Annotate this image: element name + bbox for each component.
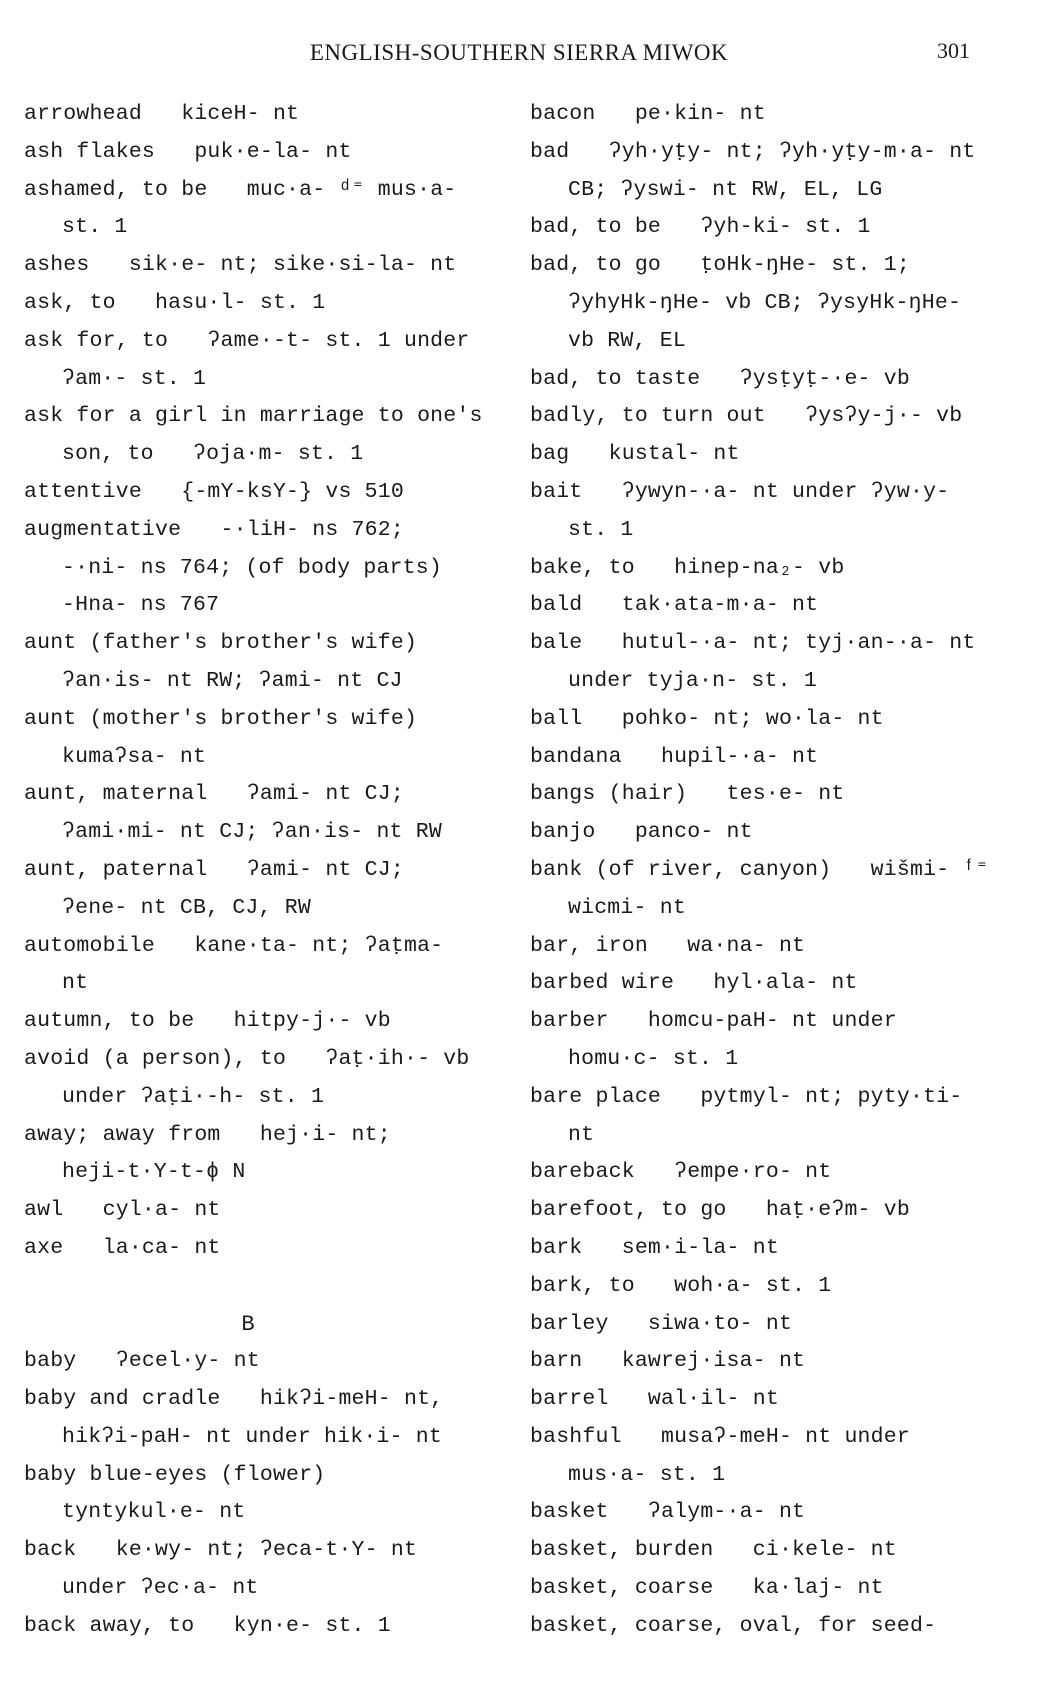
dictionary-entry (530, 1608, 1020, 1646)
dictionary-entry (530, 1570, 1020, 1608)
entry-continuation-line: CB; ʔyswi- nt RW, EL, LG (568, 177, 883, 202)
entry-continuation-line: under tyja·n- st. 1 (568, 668, 817, 693)
dictionary-entry (530, 701, 1020, 739)
entry-line: barrel wal·il- nt (530, 1387, 779, 1412)
page-header (0, 36, 1038, 76)
entry-continuation-line: st. 1 (568, 517, 634, 542)
entry-line: ask for a girl in marriage to one's (24, 404, 483, 429)
entry-line: banjo panco- nt (530, 820, 753, 845)
dictionary-entry (530, 1079, 1020, 1155)
entry-continuation-line: st. 1 (62, 215, 128, 240)
entry-continuation-line: ʔam·- st. 1 (62, 366, 207, 391)
dictionary-entry (24, 1381, 502, 1457)
dictionary-entry (530, 1192, 1020, 1230)
dictionary-entry (24, 625, 502, 701)
entry-line: barley siwa·to- nt (530, 1311, 793, 1336)
entry-continuation-line: ʔan·is- nt RW; ʔami- nt CJ (62, 668, 403, 693)
dictionary-entry (24, 1192, 502, 1230)
entry-line: bandana hupil-·a- nt (530, 744, 819, 769)
dictionary-entry (24, 852, 502, 928)
entry-continuation-line: wicmi- nt (568, 895, 686, 920)
dictionary-entry (530, 1230, 1020, 1268)
dictionary-entry (530, 1306, 1020, 1344)
dictionary-entry (530, 776, 1020, 814)
dictionary-entry (530, 587, 1020, 625)
dictionary-entry (530, 436, 1020, 474)
running-title: ENGLISH-SOUTHERN SIERRA MIWOK (309, 40, 729, 65)
entry-line: bark, to woh·a- st. 1 (530, 1273, 832, 1298)
entry-line: barbed wire hyl·ala- nt (530, 971, 858, 996)
entry-line: bad ʔyh·yṭy- nt; ʔyh·yṭy-m·a- nt (530, 139, 976, 164)
entry-line: bad, to be ʔyh-ki- st. 1 (530, 215, 871, 240)
dictionary-entry (24, 172, 502, 248)
dictionary-entry (530, 1419, 1020, 1495)
entry-line: bare place pytmyl- nt; pyty·ti- (530, 1084, 963, 1109)
entry-line: ashes sik·e- nt; sike·si-la- nt (24, 253, 457, 278)
dictionary-entry (530, 474, 1020, 550)
entry-line: barn kawrej·isa- nt (530, 1349, 806, 1374)
entry-continuation-line: tyntykul·e- nt (62, 1500, 246, 1525)
entry-line: bareback ʔempe·ro- nt (530, 1160, 832, 1185)
dictionary-entry (24, 1230, 502, 1268)
entry-line: away; away from hej·i- nt; (24, 1122, 391, 1147)
dictionary-entry (530, 247, 1020, 360)
entry-continuation-line: ʔene- nt CB, CJ, RW (62, 895, 311, 920)
entry-line: axe la·ca- nt (24, 1235, 221, 1260)
dictionary-entry (530, 814, 1020, 852)
entry-line: ash flakes puk·e-la- nt (24, 139, 352, 164)
entry-line: basket, burden ci·kele- nt (530, 1538, 897, 1563)
entry-line: bacon pe·kin- nt (530, 102, 766, 126)
entry-line: awl cyl·a- nt (24, 1198, 221, 1223)
entry-line: ask, to hasu·l- st. 1 (24, 290, 326, 315)
entry-continuation-line: ʔyhyHk-ŋHe- vb CB; ʔysyHk-ŋHe- (568, 290, 962, 315)
entry-line: bar, iron wa·na- nt (530, 933, 806, 958)
entry-continuation-line: nt (568, 1122, 595, 1147)
entry-continuation-line: ʔami·mi- nt CJ; ʔan·is- nt RW (62, 820, 442, 845)
dictionary-entry (24, 474, 502, 512)
entry-line: attentive {-mY-ksY-} vs 510 (24, 479, 404, 504)
entry-continuation-line: heji-t·Y-t-ϕ N (62, 1160, 246, 1185)
entry-line: arrowhead kiceH- nt (24, 102, 300, 126)
entry-line: bashful musaʔ-meH- nt under (530, 1424, 910, 1449)
entry-line: aunt (mother's brother's wife) (24, 706, 418, 731)
dictionary-entry (24, 96, 502, 134)
dictionary-entry (24, 247, 502, 285)
dictionary-entry (24, 285, 502, 323)
entry-line: baby blue-eyes (flower) (24, 1462, 326, 1487)
dictionary-entry (530, 625, 1020, 701)
entry-line: bag kustal- nt (530, 442, 740, 467)
entry-line: ashamed, to be muc·a- ᵈ⁼ mus·a- (24, 177, 457, 202)
dictionary-entry (24, 1117, 502, 1193)
entry-continuation-line: under ʔec·a- nt (62, 1576, 259, 1601)
entry-line: basket, coarse ka·laj- nt (530, 1576, 884, 1601)
dictionary-entry (530, 361, 1020, 399)
dictionary-entry (530, 1381, 1020, 1419)
dictionary-entry (24, 398, 502, 474)
entry-line: bark sem·i-la- nt (530, 1235, 779, 1260)
left-column (24, 96, 502, 1646)
entry-line: bangs (hair) tes·e- nt (530, 782, 845, 807)
dictionary-entry (530, 1003, 1020, 1079)
entry-line: ask for, to ʔame·-t- st. 1 under (24, 328, 470, 353)
dictionary-entry (530, 209, 1020, 247)
entry-continuation-line: nt (62, 971, 89, 996)
entry-line: back away, to kyn·e- st. 1 (24, 1613, 391, 1638)
entry-line: bald tak·ata-m·a- nt (530, 593, 819, 618)
entry-line: baby ʔecel·y- nt (24, 1349, 260, 1374)
dictionary-entry (24, 512, 502, 625)
dictionary-entry (530, 134, 1020, 210)
entry-continuation-line: son, to ʔoja·m- st. 1 (62, 442, 364, 467)
dictionary-entry (530, 1532, 1020, 1570)
entry-line: aunt (father's brother's wife) (24, 631, 418, 656)
entry-line: bake, to hinep-na₂- vb (530, 555, 845, 580)
entry-continuation-line: homu·c- st. 1 (568, 1046, 739, 1071)
entry-continuation-line: mus·a- st. 1 (568, 1462, 726, 1487)
entry-line: back ke·wy- nt; ʔeca-t·Y- nt (24, 1538, 418, 1563)
entry-line: bad, to go ṭoHk-ŋHe- st. 1; (530, 253, 910, 278)
page-number: 301 (937, 38, 970, 63)
dictionary-entry (530, 928, 1020, 966)
dictionary-entry (530, 1494, 1020, 1532)
dictionary-entry (530, 1154, 1020, 1192)
entry-line: ball pohko- nt; wo·la- nt (530, 706, 884, 731)
entry-line: barber homcu-paH- nt under (530, 1009, 897, 1034)
entry-line: barefoot, to go haṭ·eʔm- vb (530, 1198, 910, 1223)
dictionary-entry (530, 965, 1020, 1003)
dictionary-entry (24, 1532, 502, 1608)
dictionary-entry (24, 701, 502, 777)
dictionary-entry (24, 1003, 502, 1041)
entry-line: bait ʔywyn-·a- nt under ʔyw·y- (530, 479, 950, 504)
dictionary-entry (24, 1608, 502, 1646)
entry-continuation-line: under ʔaṭi·-h- st. 1 (62, 1084, 325, 1109)
entry-line: bank (of river, canyon) wišmi- ᶠ⁼ (530, 857, 989, 882)
entry-line: basket ʔalym-·a- nt (530, 1500, 806, 1525)
entry-line: aunt, paternal ʔami- nt CJ; (24, 857, 404, 882)
entry-continuation-line: vb RW, EL (568, 328, 686, 353)
dictionary-entry (530, 1268, 1020, 1306)
entry-line: avoid (a person), to ʔaṭ·ih·- vb (24, 1046, 470, 1071)
entry-line: autumn, to be hitpy-j·- vb (24, 1009, 391, 1034)
dictionary-entry (24, 1343, 502, 1381)
entry-continuation-line: hikʔi-paH- nt under hik·i- nt (62, 1424, 442, 1449)
right-column (530, 96, 1020, 1646)
entry-line: aunt, maternal ʔami- nt CJ; (24, 782, 404, 807)
entry-line: baby and cradle hikʔi-meH- nt, (24, 1387, 444, 1412)
dictionary-entry (530, 1343, 1020, 1381)
entry-continuation-line: -·ni- ns 764; (of body parts) (62, 555, 442, 580)
entry-line: augmentative -·liH- ns 762; (24, 517, 404, 542)
dictionary-entry (24, 134, 502, 172)
dictionary-entry (24, 1041, 502, 1117)
dictionary-entry (530, 398, 1020, 436)
entry-line: badly, to turn out ʔysʔy-j·- vb (530, 404, 963, 429)
entry-line: bad, to taste ʔysṭyṭ-·e- vb (530, 366, 910, 391)
dictionary-entry (530, 739, 1020, 777)
dictionary-entry (24, 776, 502, 852)
dictionary-entry (530, 96, 1020, 134)
entry-continuation-line: kumaʔsa- nt (62, 744, 207, 769)
entry-continuation-line: -Hna- ns 767 (62, 593, 220, 618)
entry-line: automobile kane·ta- nt; ʔaṭma- (24, 933, 444, 958)
dictionary-entry (24, 928, 502, 1004)
entry-line: basket, coarse, oval, for seed- (530, 1613, 937, 1638)
dictionary-entry (530, 852, 1020, 928)
dictionary-entry (24, 323, 502, 399)
section-letter: B (241, 1311, 255, 1337)
entry-line: bale hutul-·a- nt; tyj·an-·a- nt (530, 631, 976, 656)
dictionary-entry (24, 1457, 502, 1533)
dictionary-entry (530, 550, 1020, 588)
